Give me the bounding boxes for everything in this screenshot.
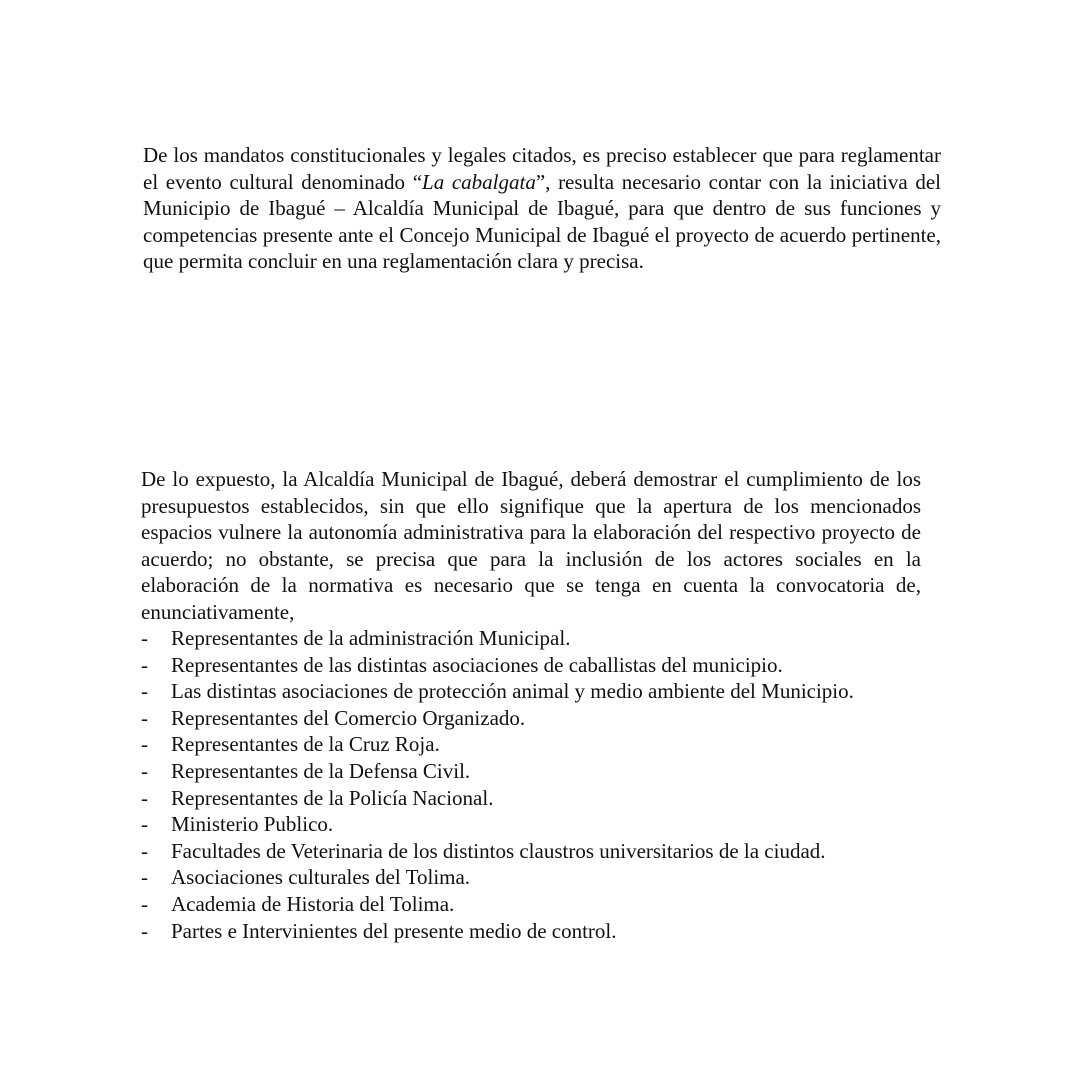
list-dash: - xyxy=(141,652,148,677)
social-actors-list xyxy=(141,625,941,944)
list-dash: - xyxy=(141,679,148,704)
list-item xyxy=(141,731,941,758)
list-dash: - xyxy=(141,812,148,837)
list-dash: - xyxy=(141,838,148,863)
list-item xyxy=(141,678,941,705)
list-item-text: Representantes de la Cruz Roja. xyxy=(171,732,440,757)
list-item xyxy=(141,918,941,945)
list-item-text: Facultades de Veterinaria de los distintos claustros universitarios de la ciudad. xyxy=(171,838,826,863)
list-item-text: Partes e Intervinientes del presente medio de control. xyxy=(171,918,617,943)
list-dash: - xyxy=(141,865,148,890)
list-dash: - xyxy=(141,785,148,810)
list-item xyxy=(141,758,941,785)
list-dash: - xyxy=(141,626,148,650)
list-item xyxy=(141,864,941,891)
list-item-text: Las distintas asociaciones de protección animal y medio ambiente del Municipio. xyxy=(171,679,854,704)
list-item-text: Asociaciones culturales del Tolima. xyxy=(171,865,471,890)
paragraph-text: De los mandatos constitucionales y legales citados, es preciso establecer que para reglamentar el evento cultural denominado “ xyxy=(143,143,941,194)
list-item xyxy=(141,838,941,865)
list-item xyxy=(141,811,941,838)
list-item xyxy=(141,785,941,812)
paragraph-expuesto: De lo expuesto, la Alcaldía Municipal de Ibagué, deberá demostrar el cumplimiento de los presupuestos establecidos, sin que ello signifique que la apertura de los mencionados espacios vulnere la autonomía administrativa para la elaboración del respectivo proyecto de acuerdo; no obstante, se precisa que para la inclusión de los actores sociales en la elaboración de la normativa es necesario que se tenga en cuenta la convocatoria de, enunciativamente, xyxy=(141,467,921,624)
list-item-text: Ministerio Publico. xyxy=(171,812,334,837)
list-item xyxy=(141,705,941,732)
list-item-text: Representantes de la administración Municipal. xyxy=(171,626,571,650)
list-item xyxy=(141,891,941,918)
list-item xyxy=(141,625,941,652)
paragraph-mandatos xyxy=(143,142,941,275)
list-item-text: Representantes de la Defensa Civil. xyxy=(171,758,471,783)
list-item-text: Representantes de las distintas asociaciones de caballistas del municipio. xyxy=(171,652,783,677)
list-dash: - xyxy=(141,705,148,730)
list-item-text: Academia de Historia del Tolima. xyxy=(171,891,455,916)
list-dash: - xyxy=(141,732,148,757)
list-dash: - xyxy=(141,891,148,916)
list-item xyxy=(141,652,941,679)
paragraph-text: ”, resulta necesario contar con la iniciativa del Municipio de Ibagué – Alcaldía Municipal de Ibagué, para que dentro de sus funciones y competencias presente ante el Concejo Municipal de Ibagué el proyecto de acuerdo pertinente, que permita concluir en una reglamentación clara y precisa. xyxy=(143,169,941,273)
list-item-text: Representantes de la Policía Nacional. xyxy=(171,785,494,810)
event-name-italic: La cabalgata xyxy=(422,169,536,194)
list-dash: - xyxy=(141,918,148,943)
list-item-text: Representantes del Comercio Organizado. xyxy=(171,705,526,730)
list-dash: - xyxy=(141,758,148,783)
